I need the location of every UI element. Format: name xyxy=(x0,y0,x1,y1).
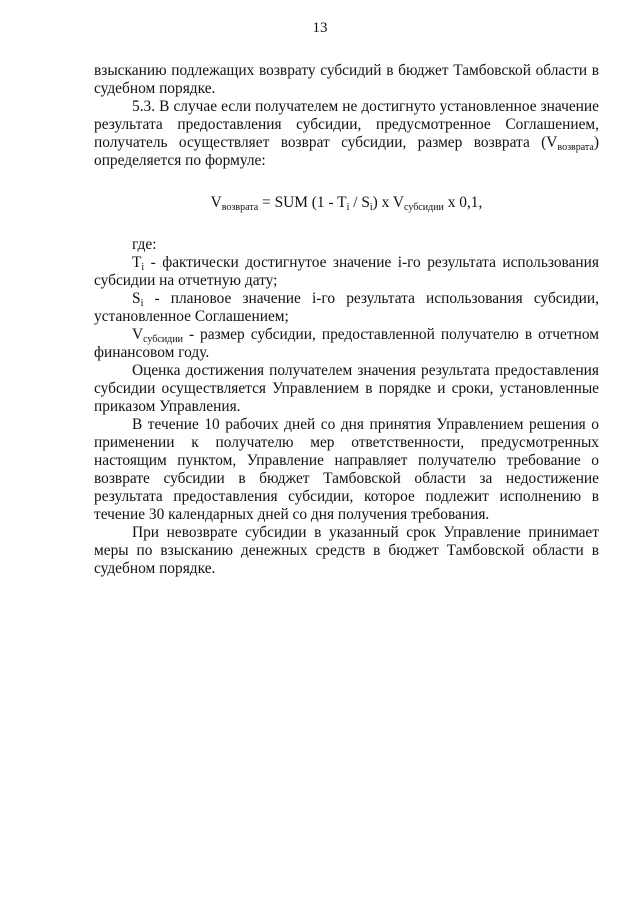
definition-t-symbol: T xyxy=(132,254,142,271)
definition-s-text: - плановое значение i-го результата использования субсидии, установленное Соглашением; xyxy=(94,290,599,325)
definition-t-subscript: i xyxy=(141,262,145,273)
formula-v-subsidy-subscript: субсидии xyxy=(404,202,444,213)
page-number: 13 xyxy=(312,20,328,36)
formula-part-3: ) x V xyxy=(372,194,405,211)
formula-v-return: V xyxy=(210,194,222,211)
where-label: где: xyxy=(132,236,157,253)
document-body xyxy=(94,62,599,578)
definition-v-symbol: V xyxy=(132,326,144,343)
v-return-subscript: возврата xyxy=(557,142,594,153)
formula-s-subscript: i xyxy=(369,202,373,213)
paragraph-assessment: Оценка достижения получателем значения результата предоставления субсидии осуществляется Управлением в порядке и сроки, установленные приказом Управления. xyxy=(94,362,599,415)
formula-tail: x 0,1, xyxy=(443,194,483,211)
return-formula xyxy=(94,194,599,212)
formula-t-subscript: i xyxy=(346,202,350,213)
definition-v-subscript: субсидии xyxy=(143,334,183,345)
definition-s xyxy=(94,290,599,326)
formula-v-return-subscript: возврата xyxy=(221,202,259,213)
paragraph-5-3-text: 5.3. В случае если получателем не достигнуто установленное значение результата предоставления субсидии, предусмотренное Соглашением, получатель осуществляет возврат субсидии, размер возврата (V xyxy=(94,98,599,151)
definition-v xyxy=(94,326,599,362)
formula-part-1: = SUM (1 - T xyxy=(258,194,347,211)
paragraph-continuation: взысканию подлежащих возврату субсидий в бюджет Тамбовской области в судебном порядке. xyxy=(94,62,599,97)
formula-part-2: / S xyxy=(349,194,370,211)
paragraph-5-3 xyxy=(94,98,599,170)
definition-t xyxy=(94,254,599,290)
definition-v-text: - размер субсидии, предоставленной получателю в отчетном финансовом году. xyxy=(94,326,599,361)
definition-t-text: - фактически достигнутое значение i-го результата использования субсидии на отчетную дату; xyxy=(94,254,599,289)
paragraph-5-3-tail: ) определяется по формуле: xyxy=(94,134,599,169)
definition-s-symbol: S xyxy=(132,290,141,307)
definition-s-subscript: i xyxy=(140,298,144,309)
paragraph-10-days: В течение 10 рабочих дней со дня принятия Управлением решения о применении к получателю мер ответственности, предусмотренных настоящим пунктом, Управление направляет получателю требование о возврате субсидии в бюджет Тамбовской области за недостижение результата предоставления субсидии, которое подлежит исполнению в течение 30 календарных дней со дня получения требования. xyxy=(94,416,599,523)
paragraph-non-return: При невозврате субсидии в указанный срок Управление принимает меры по взысканию денежных средств в бюджет Тамбовской области в судебном порядке. xyxy=(94,524,599,577)
